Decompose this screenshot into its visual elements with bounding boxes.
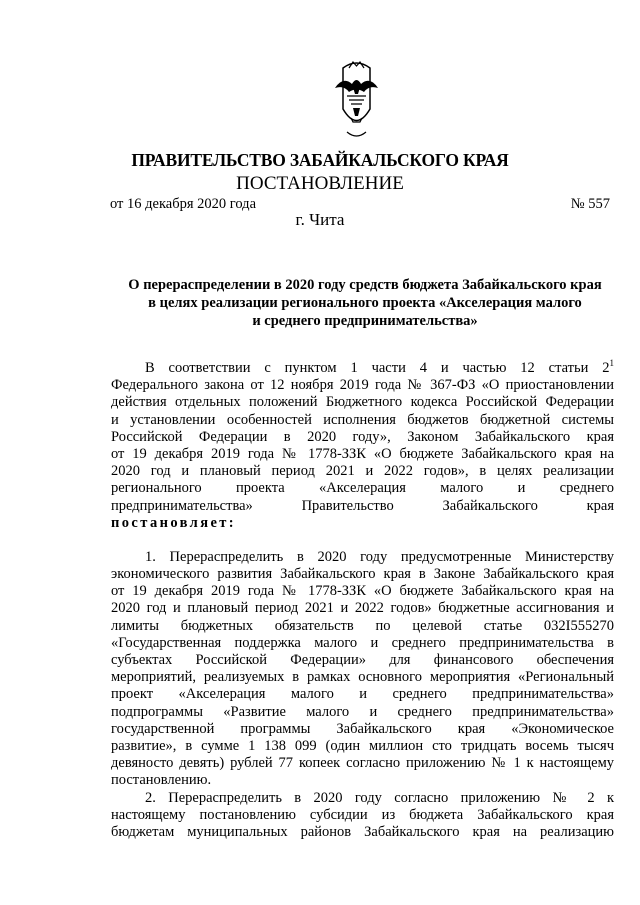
item1-line: 2020 год и плановый период 2021 и 2022 годов» бюджетные ассигнования и — [111, 600, 614, 617]
item1-line: 1. Перераспределить в 2020 году предусмотренные Министерству — [145, 548, 614, 565]
preamble-line: от 19 декабря 2019 года № 1778-ЗЗК «О бюджете Забайкальского края на — [111, 445, 614, 462]
document-date: от 16 декабря 2020 года — [110, 196, 256, 212]
preamble-line: и установлении особенностей исполнения бюджетов бюджетной системы — [111, 411, 614, 428]
document-title — [100, 276, 630, 330]
coat-of-arms-emblem — [329, 54, 384, 144]
document-number: № 557 — [570, 196, 610, 212]
item1-line: «Государственная поддержка малого и среднего предпринимательства в — [111, 634, 614, 651]
title-line: и среднего предпринимательства» — [252, 313, 478, 329]
preamble-line: 2020 год и плановый период 2021 и 2022 годов», в целях реализации — [111, 463, 614, 480]
preamble-line: предпринимательства» Правительство Забайкальского края — [111, 497, 614, 514]
item1-line: постановлению. — [111, 772, 212, 789]
item1-line: субъектах Российской Федерации» для финансового обеспечения — [111, 652, 614, 668]
item1-line: развитие», в сумме 1 138 099 (один миллион сто тридцать восемь тысяч — [111, 737, 614, 754]
item2-line: бюджетам муниципальных районов Забайкальского края на реализацию — [111, 823, 614, 840]
title-line: в целях реализации регионального проекта «Акселерация малого — [148, 295, 582, 311]
preamble-line: регионального проекта «Акселерация малого и среднего — [111, 480, 614, 497]
preamble-line: В соответствии с пунктом 1 части 4 и частью 12 статьи $2^1$ — [145, 358, 614, 376]
item1-line: лимиты бюджетных обязательств по целевой статье 032I555270 — [111, 617, 614, 634]
item1-line: экономического развития Забайкальского края в Законе Забайкальского края — [111, 566, 614, 583]
document-type: ПОСТАНОВЛЕНИЕ — [236, 173, 404, 194]
item2-line: 2. Перераспределить в 2020 году согласно приложению № 2 к — [145, 789, 614, 806]
preamble-line: Российской Федерации в 2020 году», Законом Забайкальского края — [111, 428, 614, 445]
item1-line: проект «Акселерация малого и среднего предпринимательства» — [111, 686, 614, 703]
city: г. Чита — [295, 210, 345, 229]
item1-line: девяносто девять) рублей 77 копеек согласно приложению № 1 к настоящему — [111, 755, 614, 772]
government-name: ПРАВИТЕЛЬСТВО ЗАБАЙКАЛЬСКОГО КРАЯ — [131, 150, 509, 170]
document-body — [111, 360, 614, 841]
item2-line: настоящему постановлению субсидии из бюджета Забайкальского края — [111, 806, 614, 823]
item1-line: государственной программы Забайкальского края «Экономическое — [111, 720, 614, 737]
item1-line: от 19 декабря 2019 года № 1778-ЗЗК «О бюджете Забайкальского края на — [111, 583, 614, 600]
resolves-word: постановляет: — [111, 514, 237, 531]
preamble-line: действия отдельных положений Бюджетного кодекса Российской Федерации — [111, 394, 614, 411]
item1-line: подпрограммы «Развитие малого и среднего предпринимательства» — [111, 703, 614, 720]
preamble-line: Федерального закона от 12 ноября 2019 года № 367-ФЗ «О приостановлении — [111, 377, 614, 394]
title-line: О перераспределении в 2020 году средств бюджета Забайкальского края — [128, 277, 602, 293]
superscript: 1 — [609, 358, 614, 369]
item1-line: мероприятий, реализуемых в рамках основного мероприятия «Региональный — [111, 669, 614, 686]
